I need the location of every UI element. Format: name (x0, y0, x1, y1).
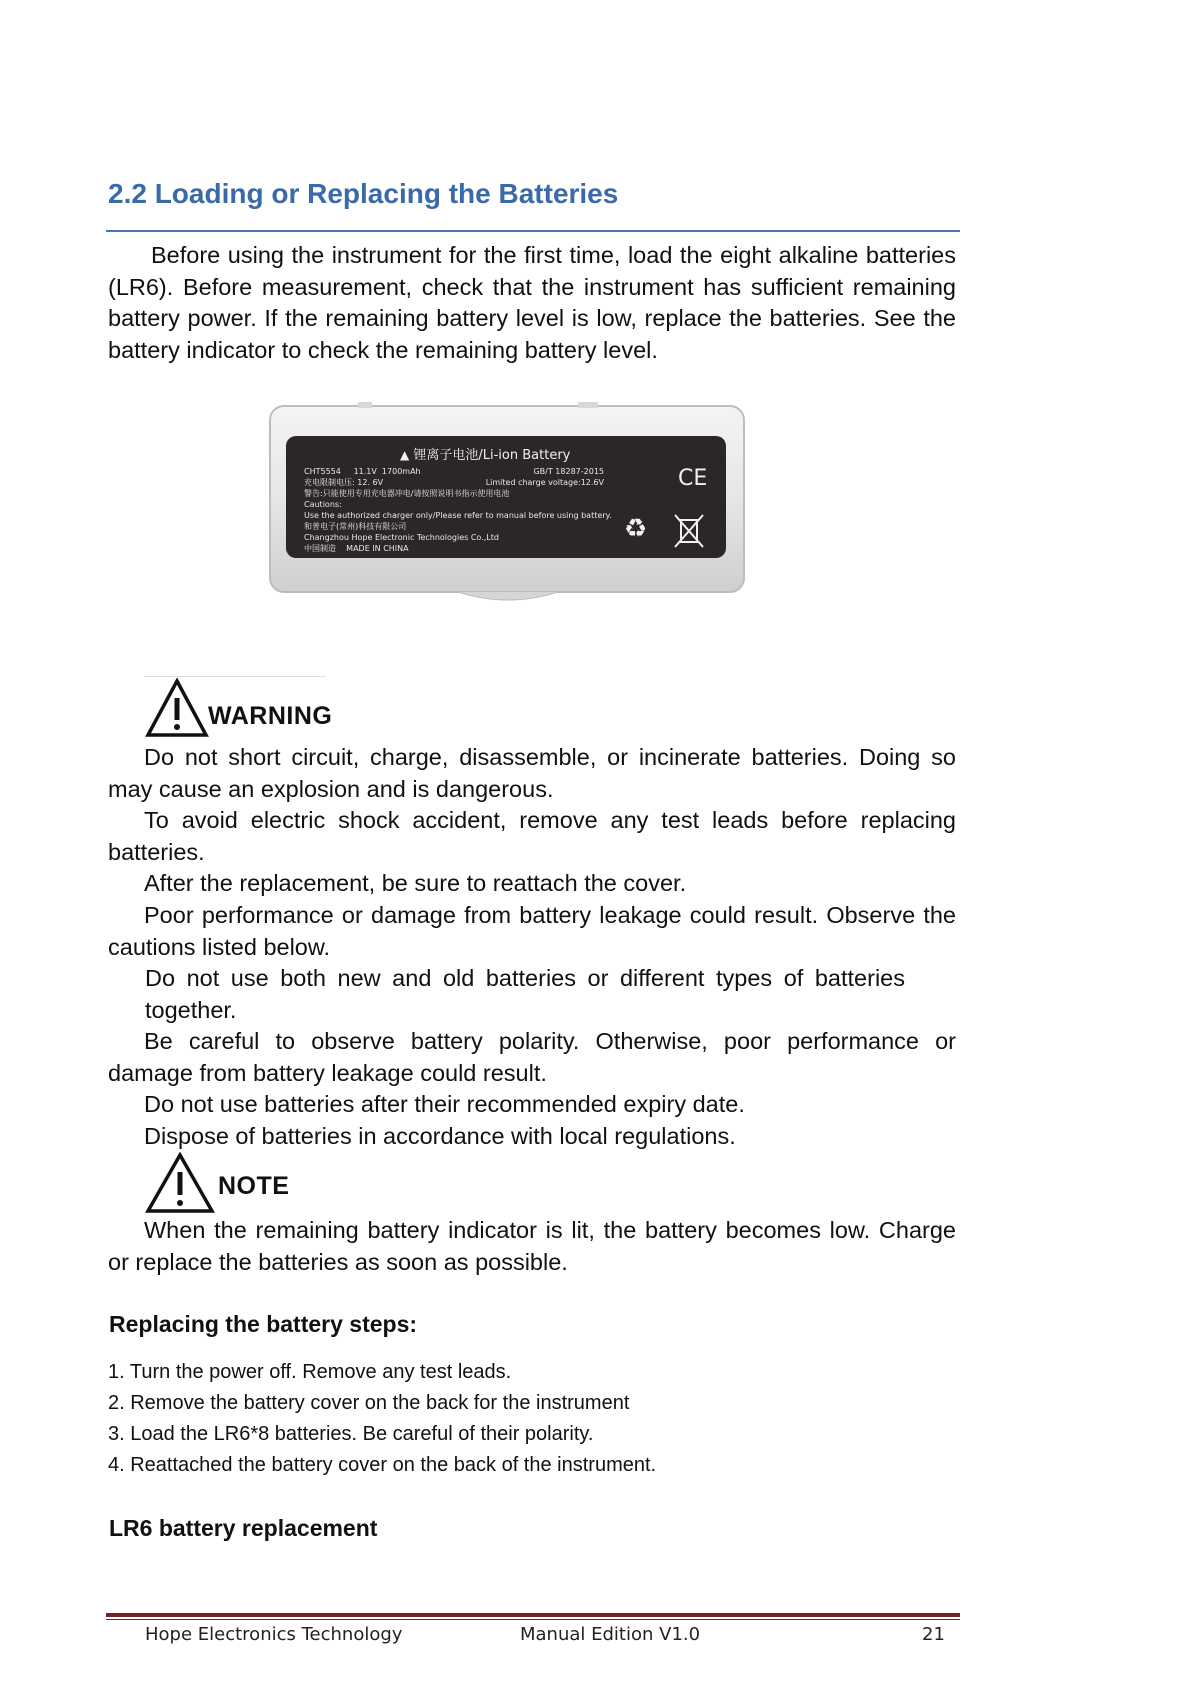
intro-paragraph: Before using the instrument for the first time, load the eight alkaline batteries (LR6). Before measurement, check that the instrument has sufficient remaining battery power. If the remaining battery level is low, replace the batteries. See the battery indicator to check the remaining battery level. (108, 242, 956, 363)
steps-heading: Replacing the battery steps: (109, 1311, 418, 1337)
step-item: 1. Turn the power off. Remove any test leads. (108, 1361, 512, 1383)
battery-voltage-en: Limited charge voltage:12.6V (485, 478, 604, 487)
note-label: NOTE (218, 1172, 290, 1200)
recycle-icon: ♻ (624, 514, 648, 544)
battery-company-cn: 和普电子(常州)科技有限公司 (304, 522, 407, 531)
footer-edition: Manual Edition V1.0 (520, 1624, 701, 1645)
ce-mark: CE (678, 466, 708, 491)
warning-paragraph-6: Be careful to observe battery polarity. Otherwise, poor performance or damage from battery leakage could result. (108, 1028, 956, 1086)
warning-paragraph-5: Do not use both new and old batteries or different types of batteries together. (145, 965, 905, 1023)
step-item: 4. Reattached the battery cover on the back of the instrument. (108, 1454, 657, 1476)
battery-label-title: 锂离子电池/Li-ion Battery (413, 448, 571, 463)
battery-warning-cn: 警告:只能使用专用充电器冲电/请按照说明书指示使用电池 (304, 489, 510, 498)
note-triangle-icon (145, 1152, 215, 1214)
warning-paragraph-3: After the replacement, be sure to reattach the cover. (144, 870, 687, 896)
warning-paragraph-4: Poor performance or damage from battery leakage could result. Observe the cautions listed below. (108, 902, 956, 960)
battery-company-en: Changzhou Hope Electronic Technologies Co.,Ltd (304, 533, 499, 542)
warning-paragraph-7: Do not use batteries after their recommended expiry date. (144, 1091, 745, 1117)
battery-standard: GB/T 18287-2015 (533, 467, 604, 476)
note-paragraph: When the remaining battery indicator is lit, the battery becomes low. Charge or replace the batteries as soon as possible. (108, 1217, 956, 1275)
crossed-bin-icon (672, 512, 706, 550)
battery-origin: 中国制造 MADE IN CHINA (304, 544, 409, 553)
battery-cautions-text: Use the authorized charger only/Please refer to manual before using battery. (304, 511, 612, 520)
warning-paragraph-1: Do not short circuit, charge, disassemble, or incinerate batteries. Doing so may cause an explosion and is dangerous. (108, 744, 956, 802)
hope-logo-icon: ▲ (400, 448, 410, 462)
battery-voltage-cn: 充电限制电压: 12. 6V (304, 478, 384, 487)
warning-label: WARNING (208, 702, 333, 730)
section-divider (106, 230, 960, 232)
warning-paragraph-2: To avoid electric shock accident, remove any test leads before replacing batteries. (108, 807, 956, 865)
step-item: 2. Remove the battery cover on the back for the instrument (108, 1392, 630, 1414)
footer-company: Hope Electronics Technology (145, 1624, 403, 1645)
warning-top-rule (144, 676, 326, 677)
footer-rule-thin (106, 1619, 960, 1620)
battery-cautions-heading: Cautions: (304, 500, 342, 509)
battery-photo (268, 402, 748, 604)
step-item: 3. Load the LR6*8 batteries. Be careful of their polarity. (108, 1423, 594, 1445)
section-title: 2.2 Loading or Replacing the Batteries (108, 178, 619, 209)
warning-paragraph-8: Dispose of batteries in accordance with local regulations. (144, 1123, 736, 1149)
page-number: 21 (922, 1624, 945, 1645)
footer-rule (106, 1613, 960, 1617)
warning-triangle-icon (145, 678, 209, 738)
lr6-heading: LR6 battery replacement (109, 1515, 378, 1541)
battery-model: CHT5554 11.1V 1700mAh (304, 467, 421, 476)
